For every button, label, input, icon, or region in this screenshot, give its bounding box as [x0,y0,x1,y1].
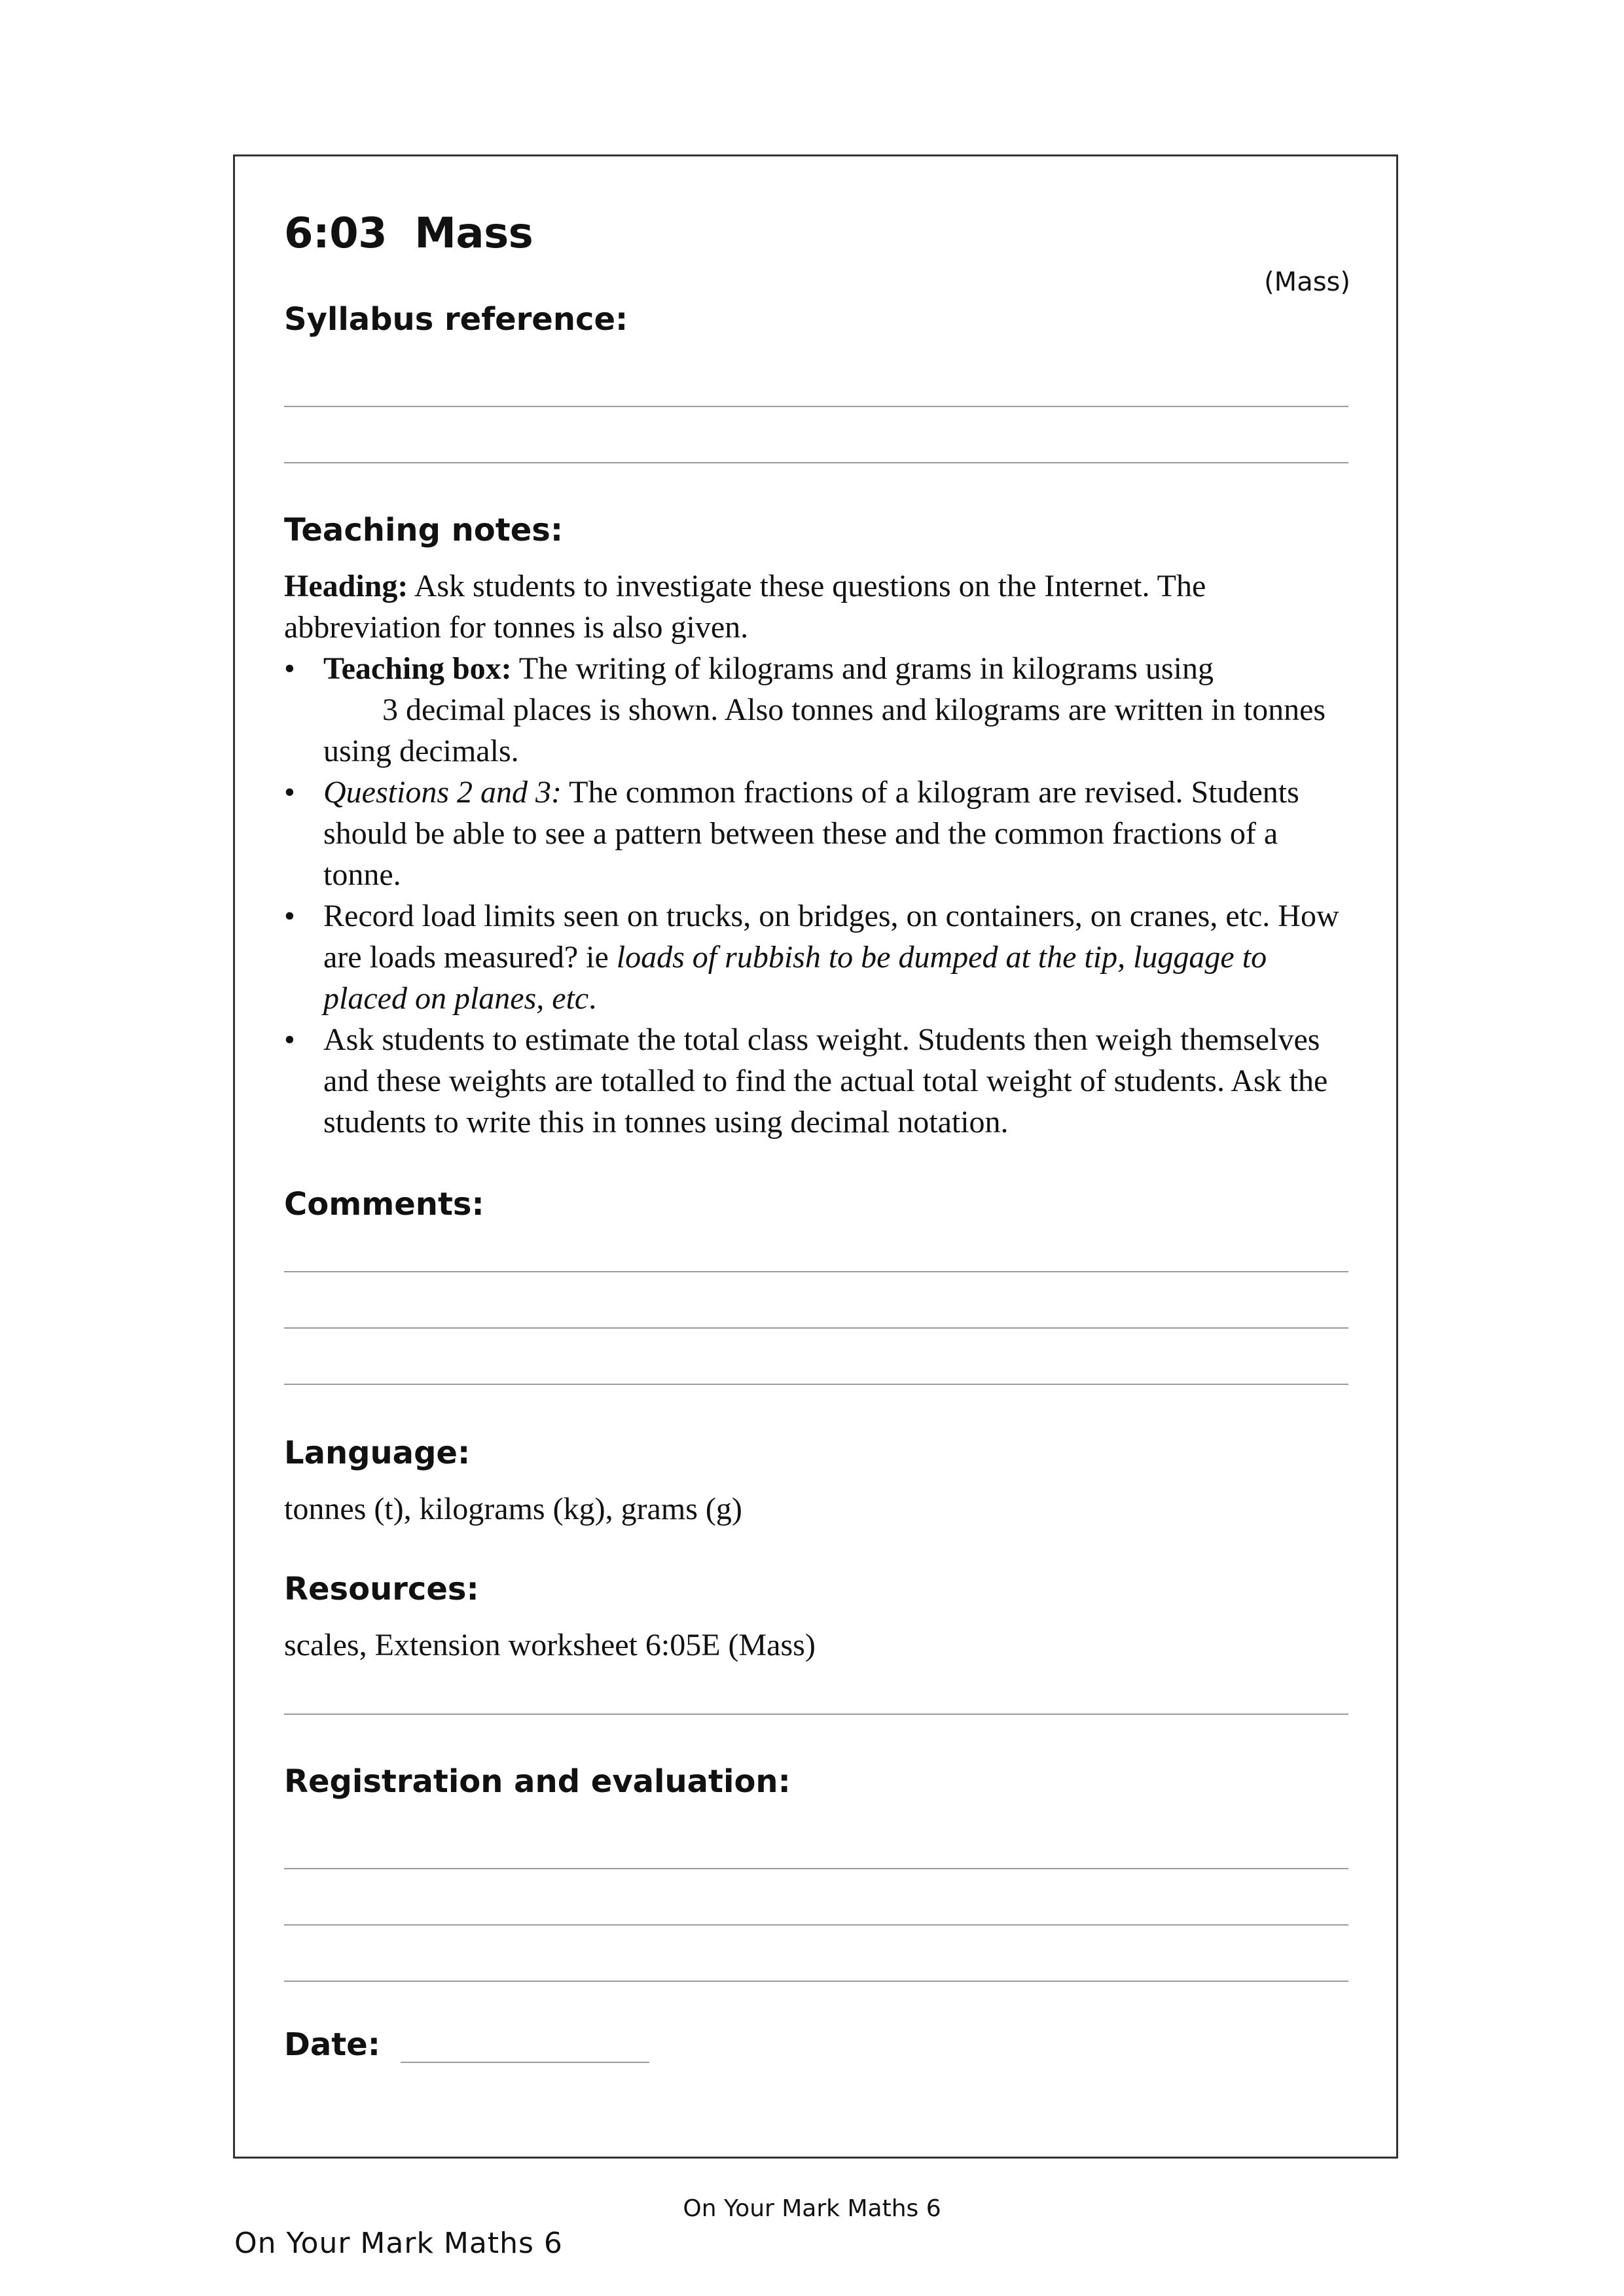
comments-line-2 [284,1327,1348,1329]
section-title: Mass [414,209,533,258]
teaching-intro [284,565,1358,648]
syllabus-line-2 [284,462,1348,463]
bullet-text: The writing of kilograms and grams in kilograms using [511,651,1214,686]
footer-center: On Your Mark Maths 6 [683,2195,941,2222]
registration-line-3 [284,1981,1348,1982]
bullet-text: Ask students to estimate the total class weight. Students then weigh themselves and these weights are totalled to find the actual total weight of students. Ask the students to write this in tonnes using decimal notation. [323,1022,1328,1139]
intro-label: Heading: [284,569,408,603]
bullet-label: Teaching box: [323,651,512,686]
bullet-text: The common fractions of a kilogram are revised. Students should be able to see a pattern between these and the common fractions of a tonne. [323,775,1299,892]
list-item [284,1019,1358,1143]
bullet-text: Record load limits seen on trucks, on bridges, on containers, on cranes, etc. How are loads measured? ie [323,899,1339,975]
section-number: 6:03 [284,209,388,258]
registration-line-1 [284,1868,1348,1869]
bullet-text: . [588,981,597,1016]
teaching-bullet-list [284,648,1358,1143]
list-item [284,895,1358,1019]
registration-line-2 [284,1924,1348,1926]
resources-line [284,1713,1348,1715]
date-field-line [401,2062,649,2063]
date-label: Date: [284,2026,380,2063]
registration-heading: Registration and evaluation: [284,1763,791,1800]
page-title [284,209,533,258]
list-item [284,772,1358,895]
language-text: tonnes (t), kilograms (kg), grams (g) [284,1492,742,1526]
bullet-italic-text: loads of rubbish to be dumped at the tip, luggage to placed on planes, etc [323,940,1267,1016]
bullet-text: using decimals. [323,734,519,768]
comments-line-1 [284,1271,1348,1272]
bullet-text-indented: 3 decimal places is shown. Also tonnes and kilograms are written in tonnes [382,692,1326,727]
teaching-notes-heading: Teaching notes: [284,512,564,548]
resources-heading: Resources: [284,1571,479,1607]
bullet-label: Questions 2 and 3: [323,775,562,810]
language-heading: Language: [284,1435,471,1471]
page-frame [233,154,1398,2159]
intro-text: Ask students to investigate these questions on the Internet. The abbreviation for tonnes is also given. [284,569,1206,645]
comments-line-3 [284,1384,1348,1385]
list-item [284,648,1358,772]
syllabus-heading: Syllabus reference: [284,301,628,338]
resources-text: scales, Extension worksheet 6:05E (Mass) [284,1628,816,1662]
comments-heading: Comments: [284,1186,484,1223]
footer-left: On Your Mark Maths 6 [234,2227,563,2260]
syllabus-line-1 [284,406,1348,407]
topic-tag: (Mass) [1264,267,1350,297]
